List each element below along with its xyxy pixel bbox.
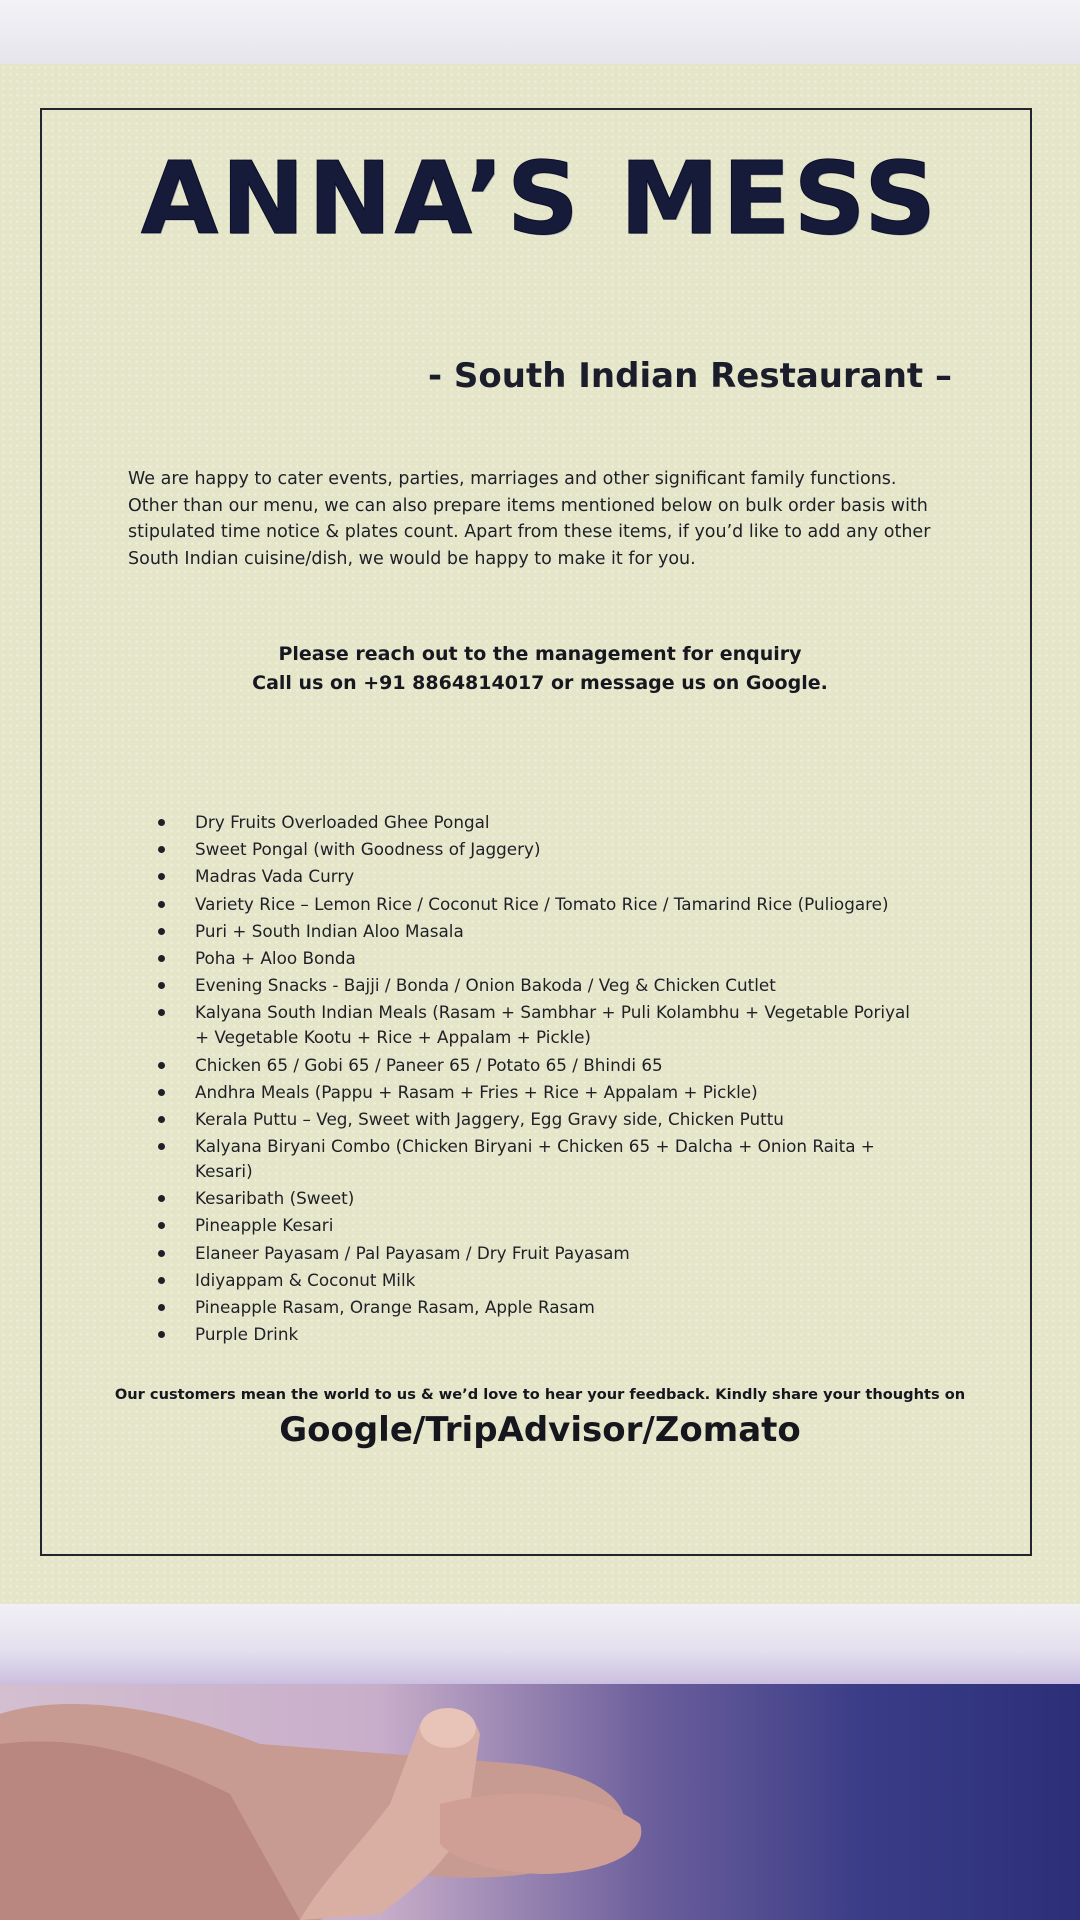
contact-block: [0, 640, 1080, 698]
menu-item: [155, 1053, 915, 1078]
menu-item: [155, 1295, 915, 1320]
bullet-icon: [158, 901, 165, 908]
bullet-icon: [158, 1009, 165, 1016]
menu-item-label: Madras Vada Curry: [195, 866, 355, 887]
bullet-icon: [158, 846, 165, 853]
restaurant-title: ANNA’S MESS: [140, 140, 940, 257]
feedback-text: Our customers mean the world to us & we’d love to hear your feedback. Kindly share your thoughts on: [114, 1386, 966, 1403]
bullet-icon: [158, 1250, 165, 1257]
menu-item: [155, 1322, 915, 1347]
menu-item: [155, 1080, 915, 1105]
bullet-icon: [158, 873, 165, 880]
hand-holding-paper-photo: [0, 1684, 1080, 1920]
menu-item: [155, 1213, 915, 1238]
bullet-icon: [158, 1089, 165, 1096]
menu-item: [155, 1107, 915, 1132]
bullet-icon: [158, 1143, 165, 1150]
menu-item: [155, 1134, 915, 1184]
menu-item-label: Pineapple Kesari: [195, 1215, 334, 1236]
paper-bottom-edge: [0, 1604, 1080, 1684]
intro-paragraph: We are happy to cater events, parties, marriages and other significant family functions. Other than our menu, we can also prepare items mentioned below on bulk order basis with stipulated time notice & plates count. Apart from these items, if you’d like to add any other South Indian cuisine/dish, we would be happy to make it for you.: [128, 469, 931, 569]
menu-item-label: Pineapple Rasam, Orange Rasam, Apple Rasam: [195, 1297, 595, 1317]
bullet-icon: [158, 1116, 165, 1123]
bullet-icon: [158, 819, 165, 826]
menu-item: [155, 810, 915, 835]
menu-item-label: Sweet Pongal (with Goodness of Jaggery): [195, 839, 541, 860]
menu-item-label: Chicken 65 / Gobi 65 / Paneer 65 / Potato 65 / Bhindi 65: [195, 1054, 663, 1075]
menu-item-label: Poha + Aloo Bonda: [195, 947, 356, 968]
phone-line: Call us on +91 8864814017 or message us on Google.: [252, 672, 828, 694]
menu-item-label: Puri + South Indian Aloo Masala: [195, 920, 464, 941]
enquiry-line: Please reach out to the management for enquiry: [278, 643, 802, 665]
menu-item: [155, 864, 915, 889]
menu-item: [155, 892, 915, 917]
menu-item: [155, 1268, 915, 1293]
bullet-icon: [158, 1277, 165, 1284]
bullet-icon: [158, 928, 165, 935]
menu-item-label: Variety Rice – Lemon Rice / Coconut Rice / Tomato Rice / Tamarind Rice (Puliogare): [195, 893, 889, 914]
menu-item: [155, 946, 915, 971]
menu-item-label: Evening Snacks - Bajji / Bonda / Onion Bakoda / Veg & Chicken Cutlet: [195, 975, 776, 996]
menu-item-label: Elaneer Payasam / Pal Payasam / Dry Fruit Payasam: [195, 1242, 630, 1263]
bullet-icon: [158, 1222, 165, 1229]
menu-item: [155, 973, 915, 998]
bullet-icon: [158, 1062, 165, 1069]
menu-item: [155, 837, 915, 862]
menu-item-list: [155, 810, 915, 1349]
menu-item: [155, 919, 915, 944]
bullet-icon: [158, 1195, 165, 1202]
menu-item-label: Kalyana Biryani Combo (Chicken Biryani + Chicken 65 + Dalcha + Onion Raita + Kesari): [195, 1136, 875, 1182]
menu-item-label: Kesaribath (Sweet): [195, 1188, 355, 1209]
menu-item-label: Andhra Meals (Pappu + Rasam + Fries + Rice + Appalam + Pickle): [195, 1081, 758, 1102]
bullet-icon: [158, 1304, 165, 1311]
menu-item-label: Kalyana South Indian Meals (Rasam + Sambhar + Puli Kolambhu + Vegetable Poriyal + Vegetable Kootu + Rice + Appalam + Pickle): [195, 1002, 910, 1048]
menu-item: [155, 1241, 915, 1266]
menu-item-label: Kerala Puttu – Veg, Sweet with Jaggery, Egg Gravy side, Chicken Puttu: [195, 1108, 784, 1129]
menu-item-label: Dry Fruits Overloaded Ghee Pongal: [195, 812, 490, 832]
review-platforms: Google/TripAdvisor/Zomato: [279, 1410, 801, 1450]
menu-item: [155, 1186, 915, 1211]
bullet-icon: [158, 1331, 165, 1338]
bullet-icon: [158, 982, 165, 989]
top-background: [0, 0, 1080, 64]
restaurant-subtitle: - South Indian Restaurant –: [427, 356, 952, 396]
bullet-icon: [158, 955, 165, 962]
menu-item-label: Idiyappam & Coconut Milk: [195, 1269, 416, 1290]
menu-item-label: Purple Drink: [195, 1324, 299, 1345]
menu-item: [155, 1000, 915, 1050]
